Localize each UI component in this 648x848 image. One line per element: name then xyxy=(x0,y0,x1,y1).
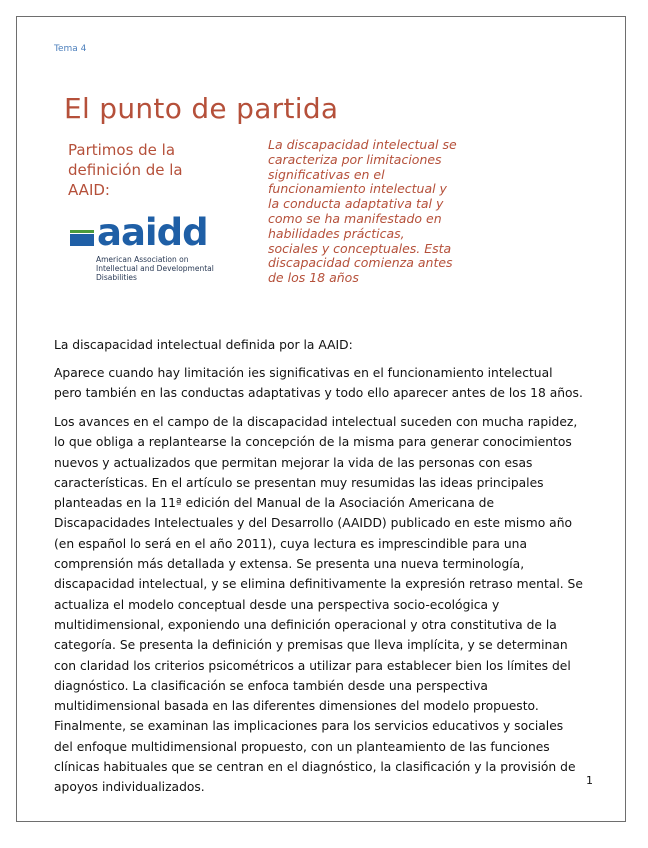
logo-wordmark: aaidd xyxy=(97,211,208,254)
slide-title: El punto de partida xyxy=(64,92,339,125)
logo-subtitle: American Association on Intellectual and Developmental Disabilities xyxy=(96,255,214,282)
paragraph-summary: Aparece cuando hay limitación ies significativas en el funcionamiento intelectual pero también en las conductas adaptativas y todo ello aparecer antes de los 18 años. xyxy=(54,366,583,400)
header-label: Tema 4 xyxy=(54,44,87,54)
aaidd-logo xyxy=(70,211,214,293)
page-number: 1 xyxy=(586,774,593,787)
definition-quote: La discapacidad intelectual se caracteriza por limitaciones significativas en el funcionamiento intelectual y la conducta adaptativa tal y como se ha manifestado en habilidades prácticas, sociales y conceptuales. Esta discapacidad comienza antes de los 18 años xyxy=(268,137,457,286)
logo-bar-icon xyxy=(70,230,94,246)
paragraph-intro: La discapacidad intelectual definida por la AAID: xyxy=(54,338,353,352)
paragraph-article: Los avances en el campo de la discapacidad intelectual suceden con mucha rapidez, lo que obliga a replantearse la concepción de la misma para generar conocimientos nuevos y actualizados que permitan mejorar la vida de las personas con esas características. En el artículo se presentan muy resumidas las ideas principales planteadas en la 11ª edición del Manual de la Asociación Americana de Discapacidades Intelectuales y del Desarrollo (AAIDD) publicado en este mismo año (en español lo será en el año 2011), cuya lectura es imprescindible para una comprensión más detallada y extensa. Se presenta una nueva terminología, discapacidad intelectual, y se elimina definitivamente la expresión retraso mental. Se actualiza el modelo conceptual desde una perspectiva socio-ecológica y multidimensional, exponiendo una definición operacional y otra constitutiva de la categoría. Se presenta la definición y premisas que lleva implícita, y se determinan con claridad los criterios psicométricos a utilizar para establecer bien los límites del diagnóstico. La clasificación se enfoca también desde una perspectiva multidimensional basada en las diferentes dimensiones del modelo propuesto. Finalmente, se examinan las implicaciones para los servicios educativos y sociales del enfoque multidimensional propuesto, con un planteamiento de las funciones clínicas habituales que se centran en el diagnóstico, la clasificación y la provisión de apoyos individualizados. xyxy=(54,415,583,795)
slide-subtitle: Partimos de la definición de la AAID: xyxy=(68,141,183,199)
